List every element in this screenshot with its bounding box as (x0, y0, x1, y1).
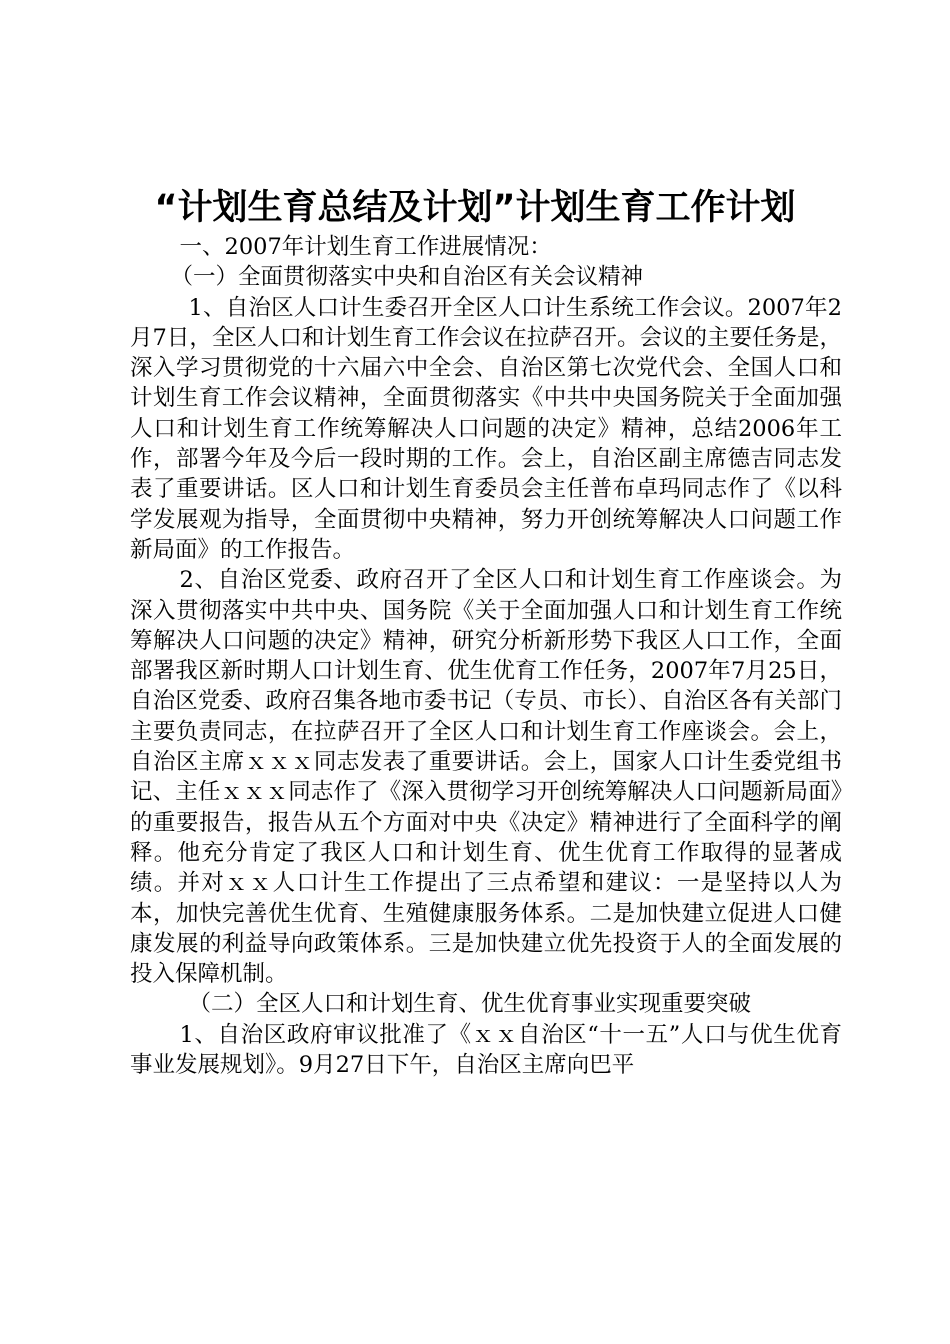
document-body (130, 232, 842, 1080)
paragraph-1: 1、自治区人口计生委召开全区人口计生系统工作会议。2007年2月7日，全区人口和计划生育工作会议在拉萨召开。会议的主要任务是，深入学习贯彻党的十六届六中全会、自治区第七次党代会、全国人口和计划生育工作会议精神，全面贯彻落实《中共中央国务院关于全面加强人口和计划生育工作统筹解决人口问题的决定》精神，总结2006年工作，部署今年及今后一段时期的工作。会上，自治区副主席德吉同志发表了重要讲话。区人口和计划生育委员会主任普布卓玛同志作了《以科学发展观为指导，全面贯彻中央精神，努力开创统筹解决人口问题工作新局面》的工作报告。 (130, 294, 842, 563)
paragraph-3: 1、自治区政府审议批准了《ｘｘ自治区“十一五”人口与优生优育事业发展规划》。9月27日下午，自治区主席向巴平 (130, 1021, 842, 1079)
section-heading-1: 一、2007年计划生育工作进展情况： (179, 234, 552, 260)
subsection-heading-1: （一）全面贯彻落实中央和自治区有关会议精神 (170, 264, 644, 291)
document-title: “计划生育总结及计划”计划生育工作计划 (154, 188, 796, 228)
paragraph-2: 2、自治区党委、政府召开了全区人口和计划生育工作座谈会。为深入贯彻落实中共中央、国务院《关于全面加强人口和计划生育工作统筹解决人口问题的决定》精神，研究分析新形势下我区人口工作，全面部署我区新时期人口计划生育、优生优育工作任务，2007年7月25日，自治区党委、政府召集各地市委书记（专员、市长）、自治区各有关部门主要负责同志，在拉萨召开了全区人口和计划生育工作座谈会。会上，自治区主席ｘｘｘ同志发表了重要讲话。会上，国家人口计生委党组书记、主任ｘｘｘ同志作了《深入贯彻学习开创统筹解决人口问题新局面》的重要报告，报告从五个方面对中央《决定》精神进行了全面科学的阐释。他充分肯定了我区人口和计划生育、优生优育工作取得的显著成绩。并对ｘｘ人口计生工作提出了三点希望和建议：一是坚持以人为本，加快完善优生优育、生殖健康服务体系。二是加快建立促进人口健康发展的利益导向政策体系。三是加快建立优先投资于人的全面发展的投入保障机制。 (130, 567, 842, 988)
subsection-heading-2: （二）全区人口和计划生育、优生优育事业实现重要突破 (188, 991, 752, 1018)
